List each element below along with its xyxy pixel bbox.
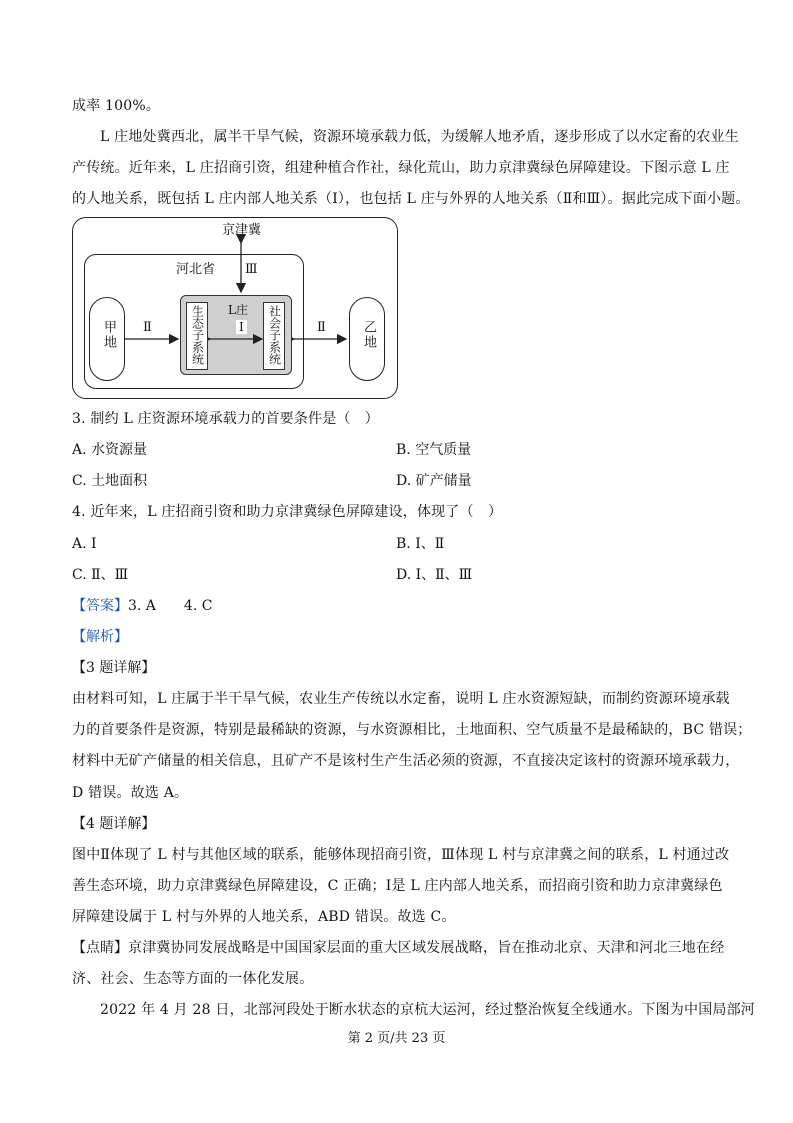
- answer-line: [72, 596, 212, 616]
- detail-3-line: 力的首要条件是资源，特别是最稀缺的资源，与水资源相比，土地面积、空气质量不是最稀缺的，BC 错误；: [72, 722, 752, 738]
- next-question-intro: 2022 年 4 月 28 日，北部河段处于断水状态的京杭大运河，经过整治恢复全线通水。下图为中国局部河: [100, 1002, 755, 1018]
- paragraph-line: 成率 100%。: [72, 98, 161, 114]
- detail-4-tag: 【4 题详解】: [72, 816, 156, 832]
- tip-text: 京津冀协同发展战略是中国国家层面的重大区域发展战略，旨在推动北京、天津和河北三地在经: [128, 940, 725, 956]
- eco-subsystem-box: [186, 302, 208, 370]
- q3-option-b: B. 空气质量: [396, 442, 472, 458]
- tip-tag: 【点睛】: [72, 940, 128, 956]
- question-4-stem: 4. 近年来，L 庄招商引资和助力京津冀绿色屏障建设，体现了（ ）: [72, 504, 503, 520]
- question-3-stem: 3. 制约 L 庄资源环境承载力的首要条件是（ ）: [72, 411, 380, 427]
- q3-option-d: D. 矿产储量: [396, 473, 472, 489]
- q4-option-c: C. Ⅱ、Ⅲ: [72, 567, 129, 583]
- paragraph-line: 产传统。近年来，L 庄招商引资，组建种植合作社，绿化荒山，助力京津冀绿色屏障建设。下图示意 L 庄: [72, 160, 730, 176]
- detail-3-line: 由材料可知，L 庄属于半干旱气候，农业生产传统以水定畜，说明 L 庄水资源短缺，而制约资源环境承载: [72, 691, 730, 707]
- yi-label: 乙地: [361, 320, 376, 350]
- answer-text: 3. A 4. C: [128, 598, 213, 614]
- eco-subsystem-label: 生态子系统: [190, 305, 205, 365]
- relation-1-label: Ⅰ: [236, 320, 247, 334]
- social-subsystem-label: 社会子系统: [267, 305, 282, 365]
- detail-3-line: 材料中无矿产储量的相关信息，且矿产不是该村生产生活必须的资源，不直接决定该村的资源环境承载力，: [72, 753, 740, 769]
- jia-label: 甲地: [101, 320, 116, 350]
- detail-4-line: 屏障建设属于 L 村与外界的人地关系，ABD 错误。故选 C。: [72, 909, 456, 925]
- social-subsystem-box: [263, 302, 285, 370]
- q3-option-c: C. 土地面积: [72, 473, 148, 489]
- answer-tag: 【答案】: [72, 598, 128, 614]
- analysis-tag: 【解析】: [72, 629, 128, 645]
- hebei-label: 河北省: [176, 262, 216, 277]
- relationship-diagram: [72, 217, 398, 399]
- tip-line: [72, 938, 724, 958]
- q3-option-a: A. 水资源量: [72, 442, 148, 458]
- paragraph-line: 的人地关系，既包括 L 庄内部人地关系（Ⅰ），也包括 L 庄与外界的人地关系（Ⅱ和Ⅲ）。据此完成下面小题。: [72, 191, 750, 207]
- relation-3-label: Ⅲ: [245, 262, 258, 277]
- detail-3-tag: 【3 题详解】: [72, 660, 156, 676]
- diagram-inner-arrow: [72, 217, 398, 399]
- jingjinji-label: 京津冀: [222, 223, 262, 238]
- q4-option-d: D. Ⅰ、Ⅱ、Ⅲ: [396, 567, 473, 583]
- page-footer: 第 2 页/共 23 页: [347, 1031, 446, 1046]
- q4-option-a: A. Ⅰ: [72, 536, 97, 552]
- q4-option-b: B. Ⅰ、Ⅱ: [396, 536, 445, 552]
- detail-3-line: D 错误。故选 A。: [72, 785, 189, 801]
- tip-line-2: 济、社会、生态等方面的一体化发展。: [72, 971, 314, 987]
- relation-2-right-label: Ⅱ: [317, 320, 326, 335]
- paragraph-line: L 庄地处冀西北，属半干旱气候，资源环境承载力低，为缓解人地矛盾，逐步形成了以水定畜的农业生: [100, 129, 739, 145]
- detail-4-line: 善生态环境，助力京津冀绿色屏障建设，C 正确；Ⅰ是 L 庄内部人地关系，而招商引资和助力京津冀绿色: [72, 878, 723, 894]
- lzhuang-label: L庄: [228, 303, 248, 317]
- detail-4-line: 图中Ⅱ体现了 L 村与其他区域的联系，能够体现招商引资，Ⅲ体现 L 村与京津冀之间的联系，L 村通过改: [72, 847, 730, 863]
- relation-2-left-label: Ⅱ: [143, 320, 152, 335]
